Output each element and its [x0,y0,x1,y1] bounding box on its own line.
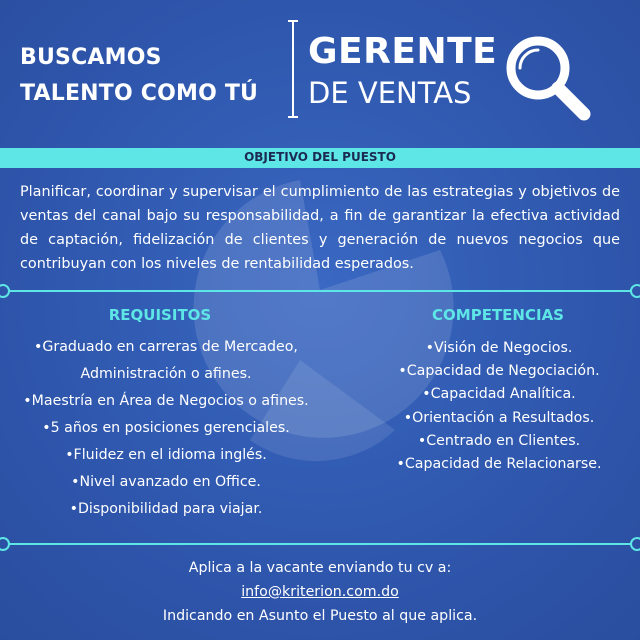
divider-top [8,290,632,292]
requirements-heading: REQUISITOS [108,306,212,324]
list-item: •5 años en posiciones gerenciales. [42,420,290,436]
header-tagline [20,40,258,112]
divider-dot-left [0,537,10,551]
list-item: •Orientación a Resultados. [403,409,595,426]
objective-heading: OBJETIVO DEL PUESTO [244,150,396,164]
divider-dot-left [0,284,10,298]
divider-dot-right [630,537,640,551]
tagline-line1: BUSCAMOS [20,45,162,70]
requirements-list [4,334,328,523]
competencies-heading: COMPETENCIAS [432,306,564,324]
subject-instruction: Indicando en Asunto el Puesto al que aplica. [162,608,478,624]
header-divider [292,20,294,118]
divider-dot-right [630,284,640,298]
list-item: •Graduado en carreras de Mercadeo, [34,339,298,355]
search-icon [500,30,596,126]
list-item: •Visión de Negocios. [425,340,573,356]
competencies-list [366,337,632,476]
email-link[interactable]: info@kriterion.com.do [241,584,399,600]
list-item: •Fluidez en el idioma inglés. [65,447,267,463]
list-item: •Nivel avanzado en Office. [71,474,261,490]
application-info [0,556,640,628]
job-title [308,30,497,112]
list-item: •Centrado en Clientes. [417,432,581,449]
list-item: •Capacidad de Negociación. [398,363,600,380]
job-title-line2: DE VENTAS [308,76,472,110]
list-item: •Maestría en Área de Negocios o afines. [23,393,309,409]
list-item: •Disponibilidad para viajar. [69,501,263,517]
list-item: Administración o afines. [80,366,252,382]
objective-text: Planificar, coordinar y supervisar el cumplimiento de las estrategias y objetivos de ventas del canal bajo su responsabilidad, a fin de garantizar la efectiva actividad de captación, fidelización de clientes y generación de nuevos negocios que contribuyan con los niveles de rentabilidad esperados. [20,184,620,272]
objective-band-underline [0,166,640,168]
list-item: •Capacidad Analítica. [422,386,576,403]
list-item: •Capacidad de Relacionarse. [396,456,602,473]
tagline-line2: TALENTO COMO TÚ [20,81,259,106]
job-title-line1: GERENTE [308,31,498,72]
divider-bottom [8,543,632,545]
apply-instruction: Aplica a la vacante enviando tu cv a: [188,560,452,576]
